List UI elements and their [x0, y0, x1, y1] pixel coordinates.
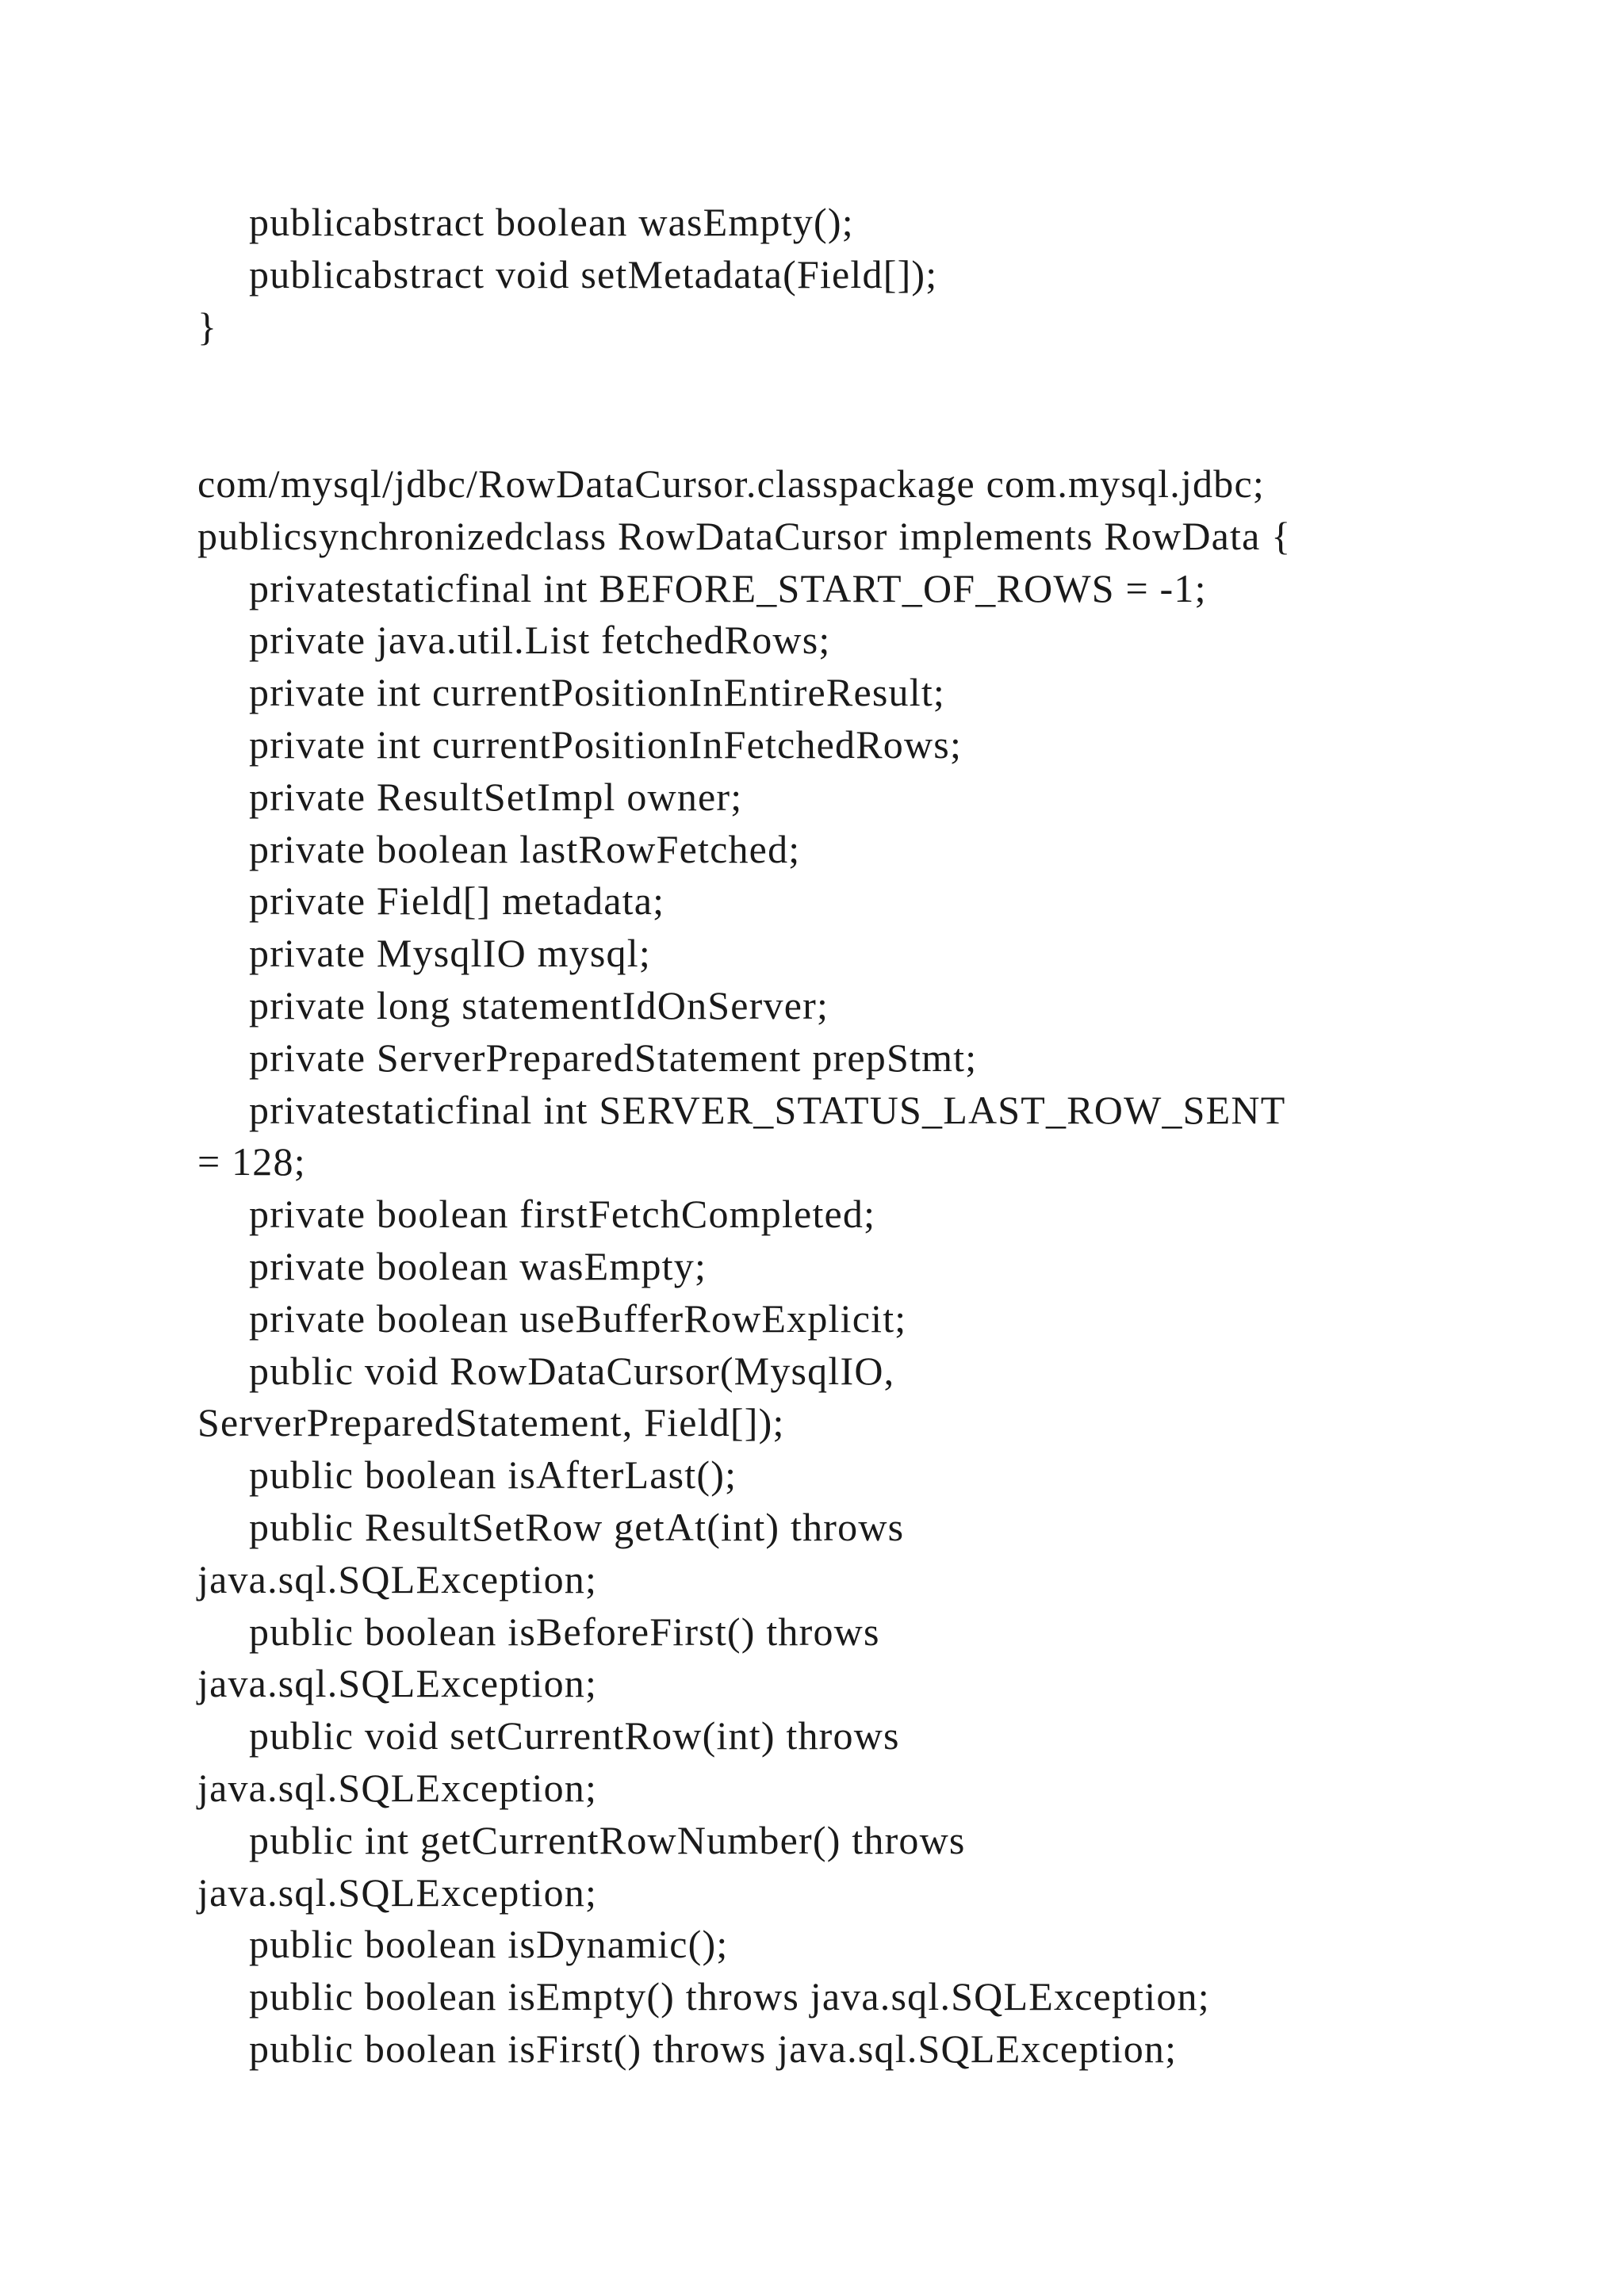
code-line: private boolean firstFetchCompleted; [249, 1192, 876, 1237]
code-line: private MysqlIO mysql; [249, 931, 651, 976]
code-line: public boolean isFirst() throws java.sql.SQLException; [249, 2026, 1178, 2071]
code-line: public ResultSetRow getAt(int) throws [249, 1504, 905, 1549]
code-line: publicabstract boolean wasEmpty(); [249, 200, 854, 244]
code-line: private long statementIdOnServer; [249, 982, 829, 1027]
code-line: private Field[] metadata; [249, 878, 665, 924]
code-line: java.sql.SQLException; [197, 1869, 598, 1915]
code-line: private ServerPreparedStatement prepStmt; [249, 1035, 978, 1080]
code-line: com/mysql/jdbc/RowDataCursor.classpackage com.mysql.jdbc; [197, 461, 1265, 506]
code-line: ServerPreparedStatement, Field[]); [197, 1400, 785, 1445]
code-line: public int getCurrentRowNumber() throws [249, 1817, 966, 1862]
code-line: privatestaticfinal int BEFORE_START_OF_ROWS = -1; [249, 565, 1207, 610]
code-block-main [197, 458, 1545, 2076]
code-line: = 128; [197, 1139, 306, 1184]
code-line: private java.util.List fetchedRows; [249, 618, 831, 663]
code-line: public boolean isAfterLast(); [249, 1452, 737, 1498]
code-line: publicabstract void setMetadata(Field[]); [249, 251, 938, 297]
code-line: privatestaticfinal int SERVER_STATUS_LAST_ROW_SENT [249, 1087, 1286, 1132]
code-line: java.sql.SQLException; [197, 1556, 598, 1601]
code-line: } [197, 304, 218, 349]
code-line: public boolean isEmpty() throws java.sql.SQLException; [249, 1974, 1210, 2019]
code-line: java.sql.SQLException; [197, 1661, 598, 1706]
code-block-top [197, 197, 1545, 353]
code-line: java.sql.SQLException; [197, 1765, 598, 1810]
code-line: private int currentPositionInFetchedRows; [249, 721, 963, 767]
code-line: public boolean isDynamic(); [249, 1922, 729, 1967]
code-line: public boolean isBeforeFirst() throws [249, 1609, 880, 1654]
code-line: public void setCurrentRow(int) throws [249, 1713, 900, 1758]
code-line: private boolean useBufferRowExplicit; [249, 1295, 907, 1341]
code-line: private boolean lastRowFetched; [249, 826, 801, 871]
code-line: publicsynchronizedclass RowDataCursor implements RowData { [197, 513, 1292, 558]
code-line: public void RowDataCursor(MysqlIO, [249, 1348, 895, 1393]
code-line: private int currentPositionInEntireResult; [249, 670, 946, 715]
code-line: private ResultSetImpl owner; [249, 774, 743, 819]
code-line: private boolean wasEmpty; [249, 1243, 707, 1288]
